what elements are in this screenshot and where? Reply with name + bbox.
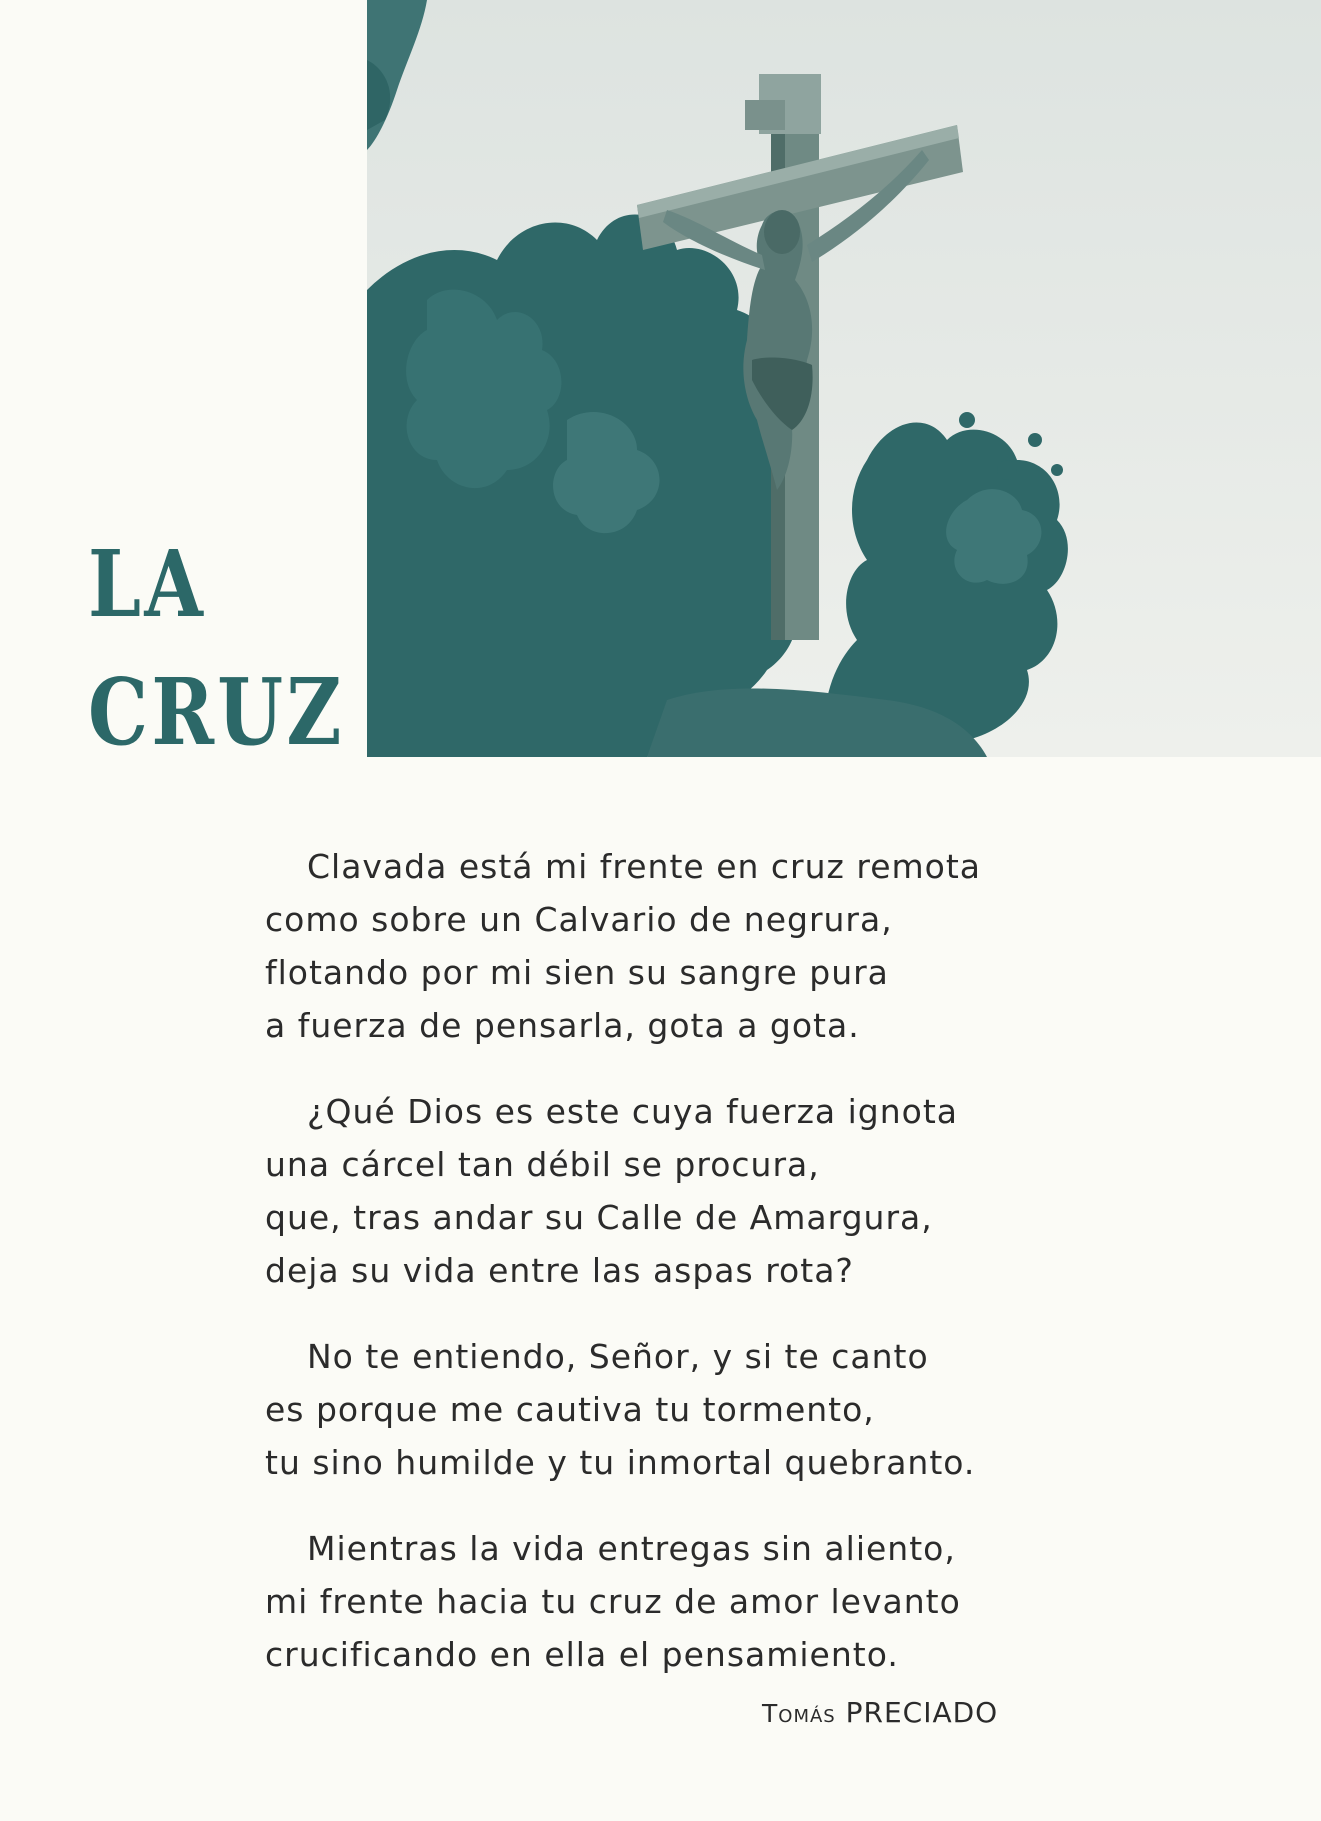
poem-line: Clavada está mi frente en cruz remota [307, 847, 981, 886]
poem-line: ¿Qué Dios es este cuya fuerza ignota [307, 1092, 958, 1131]
poem [265, 840, 1085, 1714]
author-given-name: Tomás [762, 1699, 836, 1728]
page-title [88, 520, 345, 776]
poem-line: crucificando en ella el pensamiento. [265, 1635, 899, 1674]
stanza [265, 1330, 1085, 1489]
poem-line: tu sino humilde y tu inmortal quebranto. [265, 1443, 976, 1482]
poem-line: No te entiendo, Señor, y si te canto [307, 1337, 929, 1376]
title-line-la: LA [88, 530, 207, 638]
crucifix-photo [367, 0, 1321, 757]
stanza [265, 1085, 1085, 1297]
poem-line: una cárcel tan débil se procura, [265, 1145, 820, 1184]
poem-line: a fuerza de pensarla, gota a gota. [265, 1006, 860, 1045]
poem-line: deja su vida entre las aspas rota? [265, 1251, 854, 1290]
poem-line: como sobre un Calvario de negrura, [265, 900, 893, 939]
title-line-cruz: CRUZ [88, 658, 345, 766]
poem-line: flotando por mi sien su sangre pura [265, 953, 889, 992]
poem-line: es porque me cautiva tu tormento, [265, 1390, 875, 1429]
poem-line: que, tras andar su Calle de Amargura, [265, 1198, 933, 1237]
author-signature [762, 1696, 998, 1729]
crucifix-photo-illustration [367, 0, 1321, 757]
stanza [265, 1522, 1085, 1681]
stanza [265, 840, 1085, 1052]
poem-line: mi frente hacia tu cruz de amor levanto [265, 1582, 961, 1621]
poem-line: Mientras la vida entregas sin aliento, [307, 1529, 956, 1568]
author-surname: PRECIADO [845, 1696, 999, 1729]
